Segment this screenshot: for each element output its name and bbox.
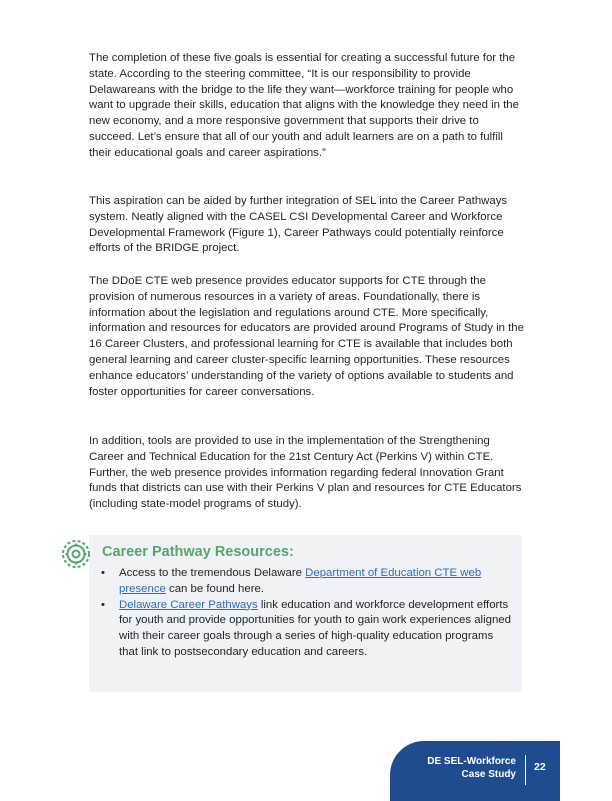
bullet: • [101,567,105,579]
item-text: Access to the tremendous Delaware [119,567,306,579]
gear-icon [61,539,91,569]
career-pathway-resources-box [89,535,522,692]
delaware-career-pathways-link[interactable]: Delaware Career Pathways [119,598,258,611]
item-text: can be found here. [165,582,265,595]
footer-tab [390,741,560,801]
footer-title [427,755,516,781]
doe-cte-web-presence-link[interactable]: Department of Education CTE web presence [119,567,482,595]
body-paragraph: The DDoE CTE web presence provides educator supports for CTE through the provision of numerous resources in a variety of areas. Foundationally, there is information about the legislation and regulations around CTE. More specifically, information and resources for educators are provided around Programs of Study in the 16 Career Clusters, and professional learning for CTE is available that includes both general learning and career cluster-specific learning opportunities. These resources enhance educators’ understanding of the variety of options available to students and foster opportunities for career conversations. [89,275,524,398]
page-number: 22 [534,761,546,773]
item-text: link education and workforce development efforts for youth and provide opportunities for youth to gain work experiences aligned with their career goals through a series of high-quality education programs that link to postsecondary education and careers. [119,598,511,658]
resources-title: Career Pathway Resources: [102,544,294,560]
body-paragraph: The completion of these five goals is essential for creating a successful future for the state. According to the steering committee, “It is our responsibility to provide Delawareans with the bridge to the life they want—workforce training for people who want to upgrade their skills, education that aligns with the knowledge they need in the new economy, and a more responsive government that supports their drive to succeed. Let’s ensure that all of our youth and adult learners are on a path to fulfill their educational goals and career aspirations.” [89,52,519,159]
list-item [99,566,514,598]
footer-title-line: DE SEL-Workforce [427,756,516,767]
bullet: • [101,598,105,611]
body-paragraph: This aspiration can be aided by further integration of SEL into the Career Pathways system. Neatly aligned with the CASEL CSI Developmental Career and Workforce Developmental Framework (Figure 1), Career Pathways could potentially reinforce efforts of the BRIDGE project. [89,195,508,255]
footer-title-line: Case Study [461,769,516,780]
list-item [99,598,514,661]
resources-list [99,566,514,661]
footer-divider [525,755,526,785]
body-paragraph: In addition, tools are provided to use in the implementation of the Strengthening Career and Technical Education for the 21st Century Act (Perkins V) within CTE. Further, the web presence provides information regarding federal Innovation Grant funds that districts can use with their Perkins V plan and resources for CTE Educators (including state-model programs of study). [89,435,522,511]
